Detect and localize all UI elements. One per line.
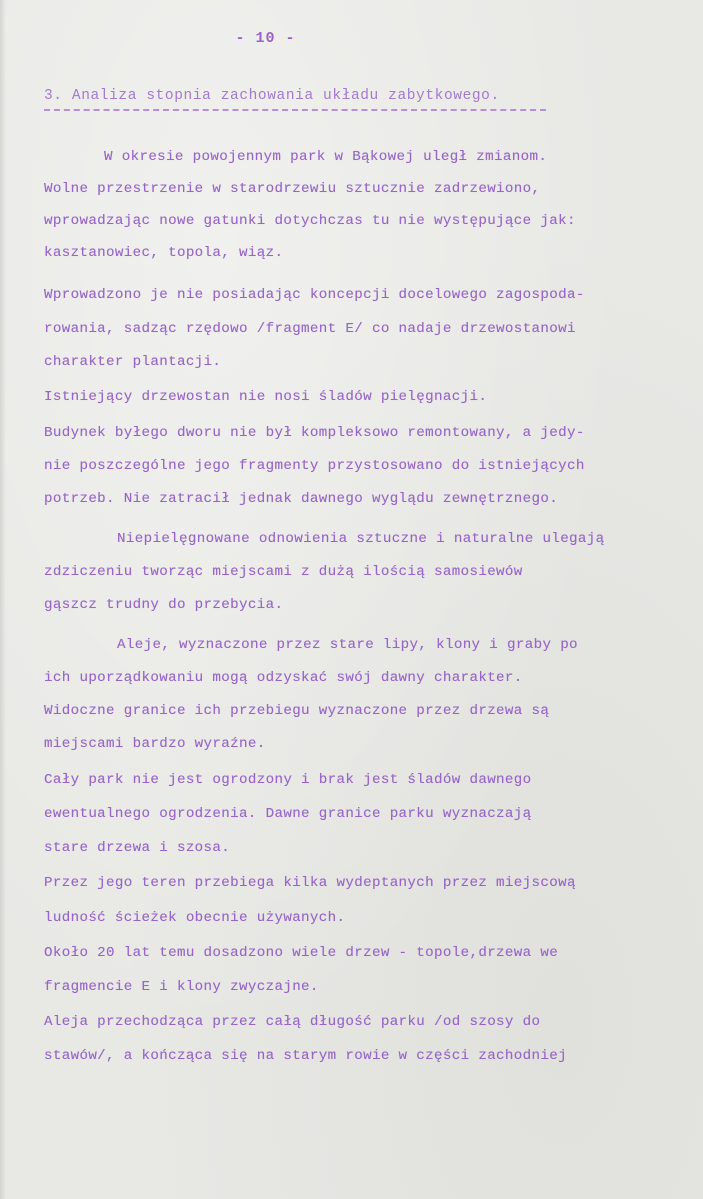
text-line: stare drzewa i szosa.: [44, 840, 231, 856]
text-line: ludność ścieżek obecnie używanych.: [44, 910, 346, 926]
text-line: Wolne przestrzenie w starodrzewiu sztucznie zadrzewiono,: [44, 181, 541, 197]
text-line: Widoczne granice ich przebiegu wyznaczone przez drzewa są: [44, 703, 550, 719]
text-line: Istniejący drzewostan nie nosi śladów pielęgnacji.: [44, 389, 488, 405]
text-line: Wprowadzono je nie posiadając koncepcji docelowego zagospoda-: [44, 287, 585, 303]
text-line: Budynek byłego dworu nie był kompleksowo remontowany, a jedy-: [44, 425, 585, 441]
text-line: fragmencie E i klony zwyczajne.: [44, 979, 319, 995]
text-line: gąszcz trudny do przebycia.: [44, 597, 284, 613]
text-line: zdziczeniu tworząc miejscami z dużą ilością samosiewów: [44, 564, 523, 580]
text-line: Cały park nie jest ogrodzony i brak jest śladów dawnego: [44, 772, 532, 788]
text-line: ich uporządkowaniu mogą odzyskać swój dawny charakter.: [44, 670, 523, 686]
text-line: Przez jego teren przebiega kilka wydeptanych przez miejscową: [44, 875, 576, 891]
page-number: - 10 -: [235, 30, 296, 47]
text-line: stawów/, a kończąca się na starym rowie w części zachodniej: [44, 1048, 567, 1064]
text-line: W okresie powojennym park w Bąkowej uległ zmianom.: [104, 149, 548, 165]
text-line: miejscami bardzo wyraźne.: [44, 736, 266, 752]
section-heading: 3. Analiza stopnia zachowania układu zabytkowego.: [44, 88, 500, 104]
text-line: charakter plantacji.: [44, 354, 222, 370]
heading-underline: [44, 109, 546, 111]
text-line: Niepielęgnowane odnowienia sztuczne i naturalne ulegają: [117, 531, 605, 547]
text-line: Aleje, wyznaczone przez stare lipy, klony i graby po: [117, 637, 578, 653]
text-line: nie poszczególne jego fragmenty przystosowano do istniejących: [44, 458, 585, 474]
text-line: kasztanowiec, topola, wiąz.: [44, 245, 284, 261]
page-edge-shadow: [0, 0, 6, 1199]
text-line: Około 20 lat temu dosadzono wiele drzew - topole,drzewa we: [44, 945, 559, 961]
text-line: Aleja przechodząca przez całą długość parku /od szosy do: [44, 1014, 541, 1030]
text-line: ewentualnego ogrodzenia. Dawne granice parku wyznaczają: [44, 806, 532, 822]
text-line: potrzeb. Nie zatracił jednak dawnego wyglądu zewnętrznego.: [44, 491, 559, 507]
text-line: wprowadzając nowe gatunki dotychczas tu nie występujące jak:: [44, 213, 576, 229]
text-line: rowania, sadząc rzędowo /fragment E/ co nadaje drzewostanowi: [44, 321, 576, 337]
